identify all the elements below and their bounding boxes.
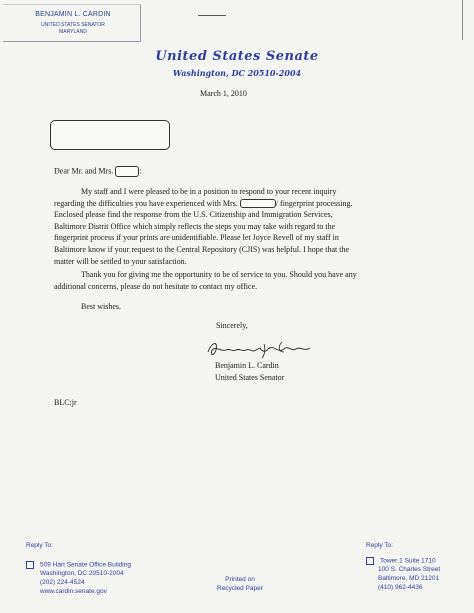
top-mark xyxy=(198,15,226,16)
signer-title: United States Senator xyxy=(215,373,285,382)
redacted-name-box xyxy=(115,166,142,177)
body-line: fingerprint process if your prints are unidentifiable. Please let Joyce Revell of my staff in xyxy=(54,233,339,243)
typist-initials: BLC:jr xyxy=(54,398,77,407)
checkbox-icon xyxy=(366,557,374,565)
body-line: Thank you for giving me the opportunity to be of service to you. Should you have any xyxy=(81,270,357,279)
body-paragraph-3 xyxy=(54,301,424,313)
reply-website: www.cardin.senate.gov xyxy=(40,588,107,595)
sender-block xyxy=(3,4,141,42)
redacted-address-remnant xyxy=(52,147,122,153)
sender-state: MARYLAND xyxy=(59,29,87,35)
salutation-colon: : xyxy=(139,166,142,176)
reply-line: Baltimore, MD 21201 xyxy=(378,575,440,582)
letterhead-title: United States Senate xyxy=(155,49,319,64)
reply-line: (410) 962-4436 xyxy=(378,584,423,591)
redacted-address-box xyxy=(50,120,170,150)
salutation-text: Dear Mr. and Mrs. xyxy=(54,166,114,176)
checkbox-icon xyxy=(26,561,34,569)
body-line: additional concerns, please do not hesitate to contact my office. xyxy=(54,281,258,291)
redacted-name-box xyxy=(240,199,276,208)
body-paragraph-2 xyxy=(54,269,424,292)
body-line: Best wishes. xyxy=(81,302,121,311)
body-line: matter will be settled to your satisfaction. xyxy=(54,256,187,266)
body-line: Baltimore Distrit Office which simply reflects the steps you may take with regard to the xyxy=(54,221,336,231)
reply-label: Reply To: xyxy=(26,542,53,549)
reply-line: Tower 1 Suite 1710 xyxy=(366,557,436,566)
body-paragraph-1 xyxy=(54,186,424,267)
reply-line: (202) 224-4524 xyxy=(40,579,85,586)
sender-name: BENJAMIN L. CARDIN xyxy=(35,11,111,18)
salutation xyxy=(54,166,142,177)
reply-line: Washington, DC 20510-2004 xyxy=(40,570,124,577)
body-line: Enclosed please find the response from the U.S. Citizenship and Immigration Services, xyxy=(54,210,333,220)
letterhead-address: Washington, DC 20510-2004 xyxy=(172,68,302,78)
reply-line: 509 Hart Senate Office Building xyxy=(26,561,131,570)
letter-date: March 1, 2010 xyxy=(200,89,247,98)
recycled-paper-note: Printed on Recycled Paper xyxy=(217,576,263,592)
body-line: My staff and I were pleased to be in a position to respond to your recent inquiry xyxy=(81,187,337,196)
signer-name: Benjamin L. Cardin xyxy=(215,361,279,370)
sender-title: UNITED STATES SENATOR xyxy=(41,22,105,28)
edge-mark xyxy=(462,0,463,40)
handwritten-signature xyxy=(204,336,324,362)
body-line: Baltimore know if your request to the Central Repository (CJIS) was helpful. I hope that the xyxy=(54,244,350,254)
closing-sincerely: Sincerely, xyxy=(216,321,248,330)
reply-label: Reply To: xyxy=(366,542,393,549)
body-line: regarding the difficulties you have experienced with Mrs. / fingerprint processing. xyxy=(54,198,353,208)
reply-line: 100 S. Charles Street xyxy=(378,566,441,573)
